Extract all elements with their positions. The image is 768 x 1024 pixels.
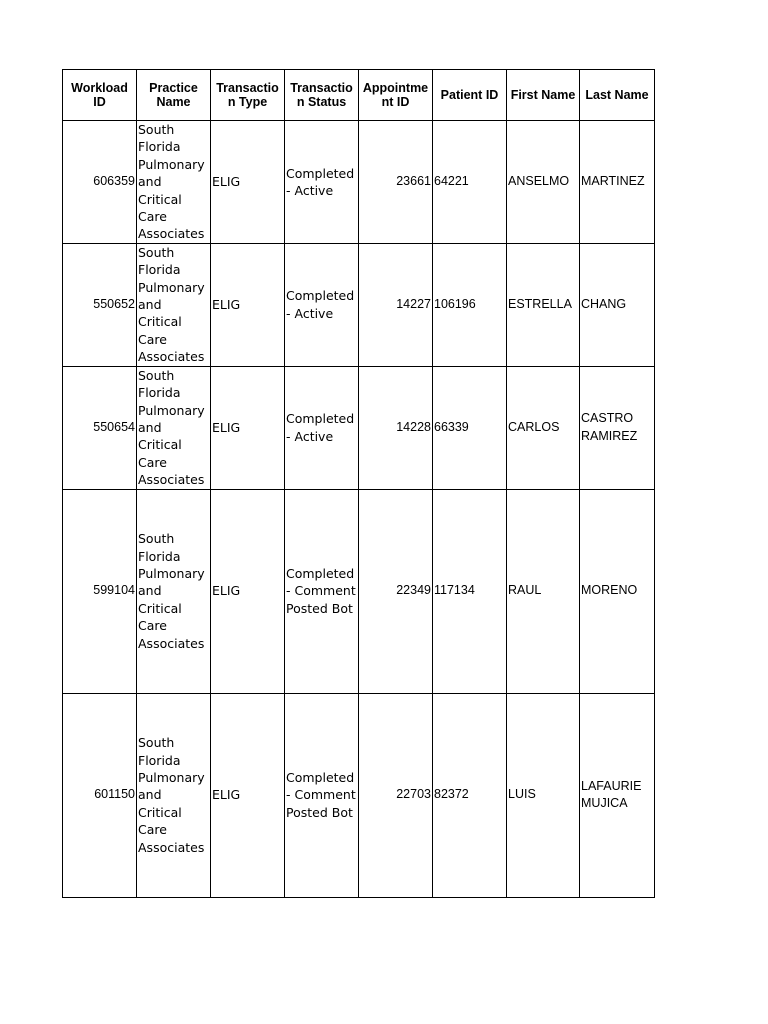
practice-name-cell: South Florida Pulmonary and Critical Care Associates: [137, 489, 211, 693]
appointment-id-cell: 23661: [359, 121, 433, 244]
transactions-table: [62, 69, 655, 898]
column-header-transaction-status: Transactio n Status: [285, 70, 359, 121]
patient-id-cell: 117134: [433, 489, 507, 693]
column-header-first-name: First Name: [507, 70, 580, 121]
workload-id-cell: 606359: [63, 121, 137, 244]
table-row: [63, 121, 655, 244]
column-header-patient-id: Patient ID: [433, 70, 507, 121]
column-header-workload-id: Workload ID: [63, 70, 137, 121]
column-header-last-name: Last Name: [580, 70, 655, 121]
practice-name-cell: South Florida Pulmonary and Critical Care Associates: [137, 121, 211, 244]
practice-name-cell: South Florida Pulmonary and Critical Care Associates: [137, 693, 211, 897]
transaction-type-cell: ELIG: [211, 121, 285, 244]
workload-id-cell: 550652: [63, 243, 137, 366]
transaction-status-cell: Completed- Active: [285, 243, 359, 366]
column-header-practice-name: Practice Name: [137, 70, 211, 121]
transaction-status-cell: Completed- Comment Posted Bot: [285, 489, 359, 693]
practice-name-cell: South Florida Pulmonary and Critical Care Associates: [137, 366, 211, 489]
transaction-status-cell: Completed- Comment Posted Bot: [285, 693, 359, 897]
workload-id-cell: 550654: [63, 366, 137, 489]
patient-id-cell: 64221: [433, 121, 507, 244]
appointment-id-cell: 22703: [359, 693, 433, 897]
last-name-cell: CASTRO RAMIREZ: [580, 366, 655, 489]
practice-name-cell: South Florida Pulmonary and Critical Care Associates: [137, 243, 211, 366]
column-header-appointment-id: Appointme nt ID: [359, 70, 433, 121]
last-name-cell: MORENO: [580, 489, 655, 693]
last-name-cell: LAFAURIE MUJICA: [580, 693, 655, 897]
first-name-cell: ANSELMO: [507, 121, 580, 244]
transaction-type-cell: ELIG: [211, 366, 285, 489]
first-name-cell: ESTRELLA: [507, 243, 580, 366]
appointment-id-cell: 22349: [359, 489, 433, 693]
table-row: [63, 693, 655, 897]
patient-id-cell: 106196: [433, 243, 507, 366]
header-row: [63, 70, 655, 121]
workload-id-cell: 601150: [63, 693, 137, 897]
workload-id-cell: 599104: [63, 489, 137, 693]
first-name-cell: RAUL: [507, 489, 580, 693]
table-row: [63, 489, 655, 693]
patient-id-cell: 82372: [433, 693, 507, 897]
last-name-cell: CHANG: [580, 243, 655, 366]
first-name-cell: LUIS: [507, 693, 580, 897]
transaction-status-cell: Completed- Active: [285, 366, 359, 489]
transaction-type-cell: ELIG: [211, 489, 285, 693]
transaction-type-cell: ELIG: [211, 243, 285, 366]
column-header-transaction-type: Transactio n Type: [211, 70, 285, 121]
transaction-type-cell: ELIG: [211, 693, 285, 897]
table-row: [63, 243, 655, 366]
appointment-id-cell: 14228: [359, 366, 433, 489]
appointment-id-cell: 14227: [359, 243, 433, 366]
first-name-cell: CARLOS: [507, 366, 580, 489]
last-name-cell: MARTINEZ: [580, 121, 655, 244]
transaction-status-cell: Completed- Active: [285, 121, 359, 244]
table-row: [63, 366, 655, 489]
patient-id-cell: 66339: [433, 366, 507, 489]
